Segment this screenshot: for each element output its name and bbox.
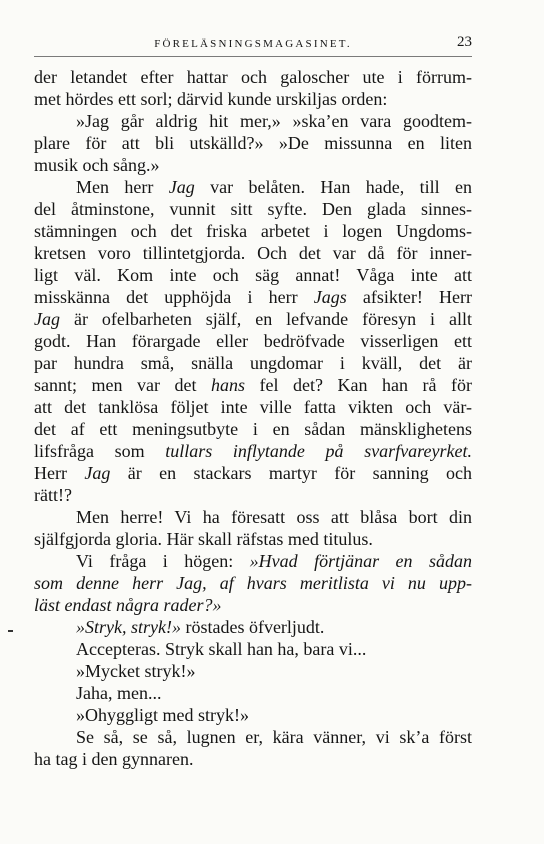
text-line xyxy=(34,572,472,594)
text-segment: fel det? Kan han rå för xyxy=(245,375,472,395)
text-line xyxy=(34,594,472,616)
text-line xyxy=(34,242,472,264)
text-line xyxy=(34,418,472,440)
body-text xyxy=(34,66,472,770)
text-line xyxy=(34,110,472,132)
text-segment: godt. Han förargade eller bedröfvade visserligen ett xyxy=(34,331,472,351)
text-line xyxy=(34,748,472,770)
text-segment: stämningen och det friska arbetet i logen Ungdoms- xyxy=(34,221,472,241)
italic-text: »Stryk, stryk!» xyxy=(76,617,181,637)
text-segment: plare för att bli utskälld?» »De missunna en liten xyxy=(34,133,472,153)
text-segment: är en stackars martyr för sanning och xyxy=(110,463,472,483)
text-line xyxy=(34,462,472,484)
text-line xyxy=(34,88,472,110)
text-line xyxy=(34,528,472,550)
text-segment: del åtminstone, vunnit sitt syfte. Den glada sinnes- xyxy=(34,199,472,219)
text-line xyxy=(34,286,472,308)
header-rule xyxy=(34,56,472,57)
italic-text: Jag xyxy=(168,177,195,197)
page-number: 23 xyxy=(457,34,472,50)
italic-text: tullars inflytande på svarfvareyrket. xyxy=(165,441,472,461)
italic-text: »Hvad förtjänar en sådan xyxy=(249,551,472,571)
text-line xyxy=(34,330,472,352)
text-segment: ha tag i den gynnaren. xyxy=(34,749,194,769)
text-segment: det af ett meningsutbyte i en sådan mänsklighetens xyxy=(34,419,472,439)
text-segment: är ofelbarheten själf, en lefvande föresyn i allt xyxy=(60,309,472,329)
text-segment: »Jag går aldrig hit mer,» »ska’en vara goodtem- xyxy=(76,111,472,131)
text-line xyxy=(34,154,472,176)
text-segment: lifsfråga som xyxy=(34,441,166,461)
text-segment: sannt; men var det xyxy=(34,375,211,395)
text-line xyxy=(34,132,472,154)
text-segment: met hördes ett sorl; därvid kunde urskiljas orden: xyxy=(34,89,388,109)
text-segment: par hundra små, snälla ungdomar i kväll, det är xyxy=(34,353,472,373)
italic-text: som denne herr Jag, af hvars meritlista vi nu upp- xyxy=(34,573,472,593)
text-line xyxy=(34,506,472,528)
text-line xyxy=(34,308,472,330)
text-segment: der letandet efter hattar och galoscher ute i förrum- xyxy=(34,67,472,87)
text-segment: röstades öfverljudt. xyxy=(180,617,325,637)
text-line xyxy=(34,616,472,638)
text-line xyxy=(34,176,472,198)
text-segment: själfgjorda gloria. Här skall räfstas med titulus. xyxy=(34,529,373,549)
text-segment: Herr xyxy=(34,463,85,483)
text-line xyxy=(34,198,472,220)
text-segment: »Mycket stryk!» xyxy=(76,661,196,681)
italic-text: Jag xyxy=(34,309,60,329)
text-line xyxy=(34,704,472,726)
page-header xyxy=(34,34,472,56)
text-segment: Men herre! Vi ha föresatt oss att blåsa bort din xyxy=(76,507,472,527)
text-segment: Men herr xyxy=(76,177,169,197)
text-line xyxy=(34,638,472,660)
text-segment: misskänna det upphöjda i herr xyxy=(34,287,314,307)
text-segment: Accepteras. Stryk skall han ha, bara vi... xyxy=(76,639,367,659)
text-line xyxy=(34,396,472,418)
italic-text: Jags xyxy=(313,287,347,307)
italic-text: läst endast några rader?» xyxy=(34,595,222,615)
text-line xyxy=(34,682,472,704)
margin-mark xyxy=(8,630,13,632)
text-segment: Vi fråga i högen: xyxy=(76,551,250,571)
text-segment: ligt väl. Kom inte och säg annat! Våga inte att xyxy=(34,265,472,285)
text-segment: »Ohyggligt med stryk!» xyxy=(76,705,249,725)
italic-text: hans xyxy=(211,375,246,395)
text-segment: Jaha, men... xyxy=(76,683,162,703)
text-line xyxy=(34,726,472,748)
italic-text: Jag xyxy=(84,463,111,483)
text-line xyxy=(34,440,472,462)
text-segment: var belåten. Han hade, till en xyxy=(194,177,472,197)
text-line xyxy=(34,264,472,286)
text-line xyxy=(34,374,472,396)
text-segment: musik och sång.» xyxy=(34,155,160,175)
text-line xyxy=(34,550,472,572)
text-line xyxy=(34,352,472,374)
text-segment: afsikter! Herr xyxy=(346,287,472,307)
text-line xyxy=(34,220,472,242)
running-head: FÖRELÄSNINGSMAGASINET. xyxy=(154,38,352,50)
text-line xyxy=(34,660,472,682)
text-line xyxy=(34,484,472,506)
text-segment: att det tanklösa följet inte ville fatta vikten och vär- xyxy=(34,397,472,417)
text-segment: kretsen voro tillintetgjorda. Och det var då för inner- xyxy=(34,243,472,263)
text-line xyxy=(34,66,472,88)
text-segment: Se så, se så, lugnen er, kära vänner, vi sk’a först xyxy=(76,727,472,747)
text-segment: rätt!? xyxy=(34,485,72,505)
